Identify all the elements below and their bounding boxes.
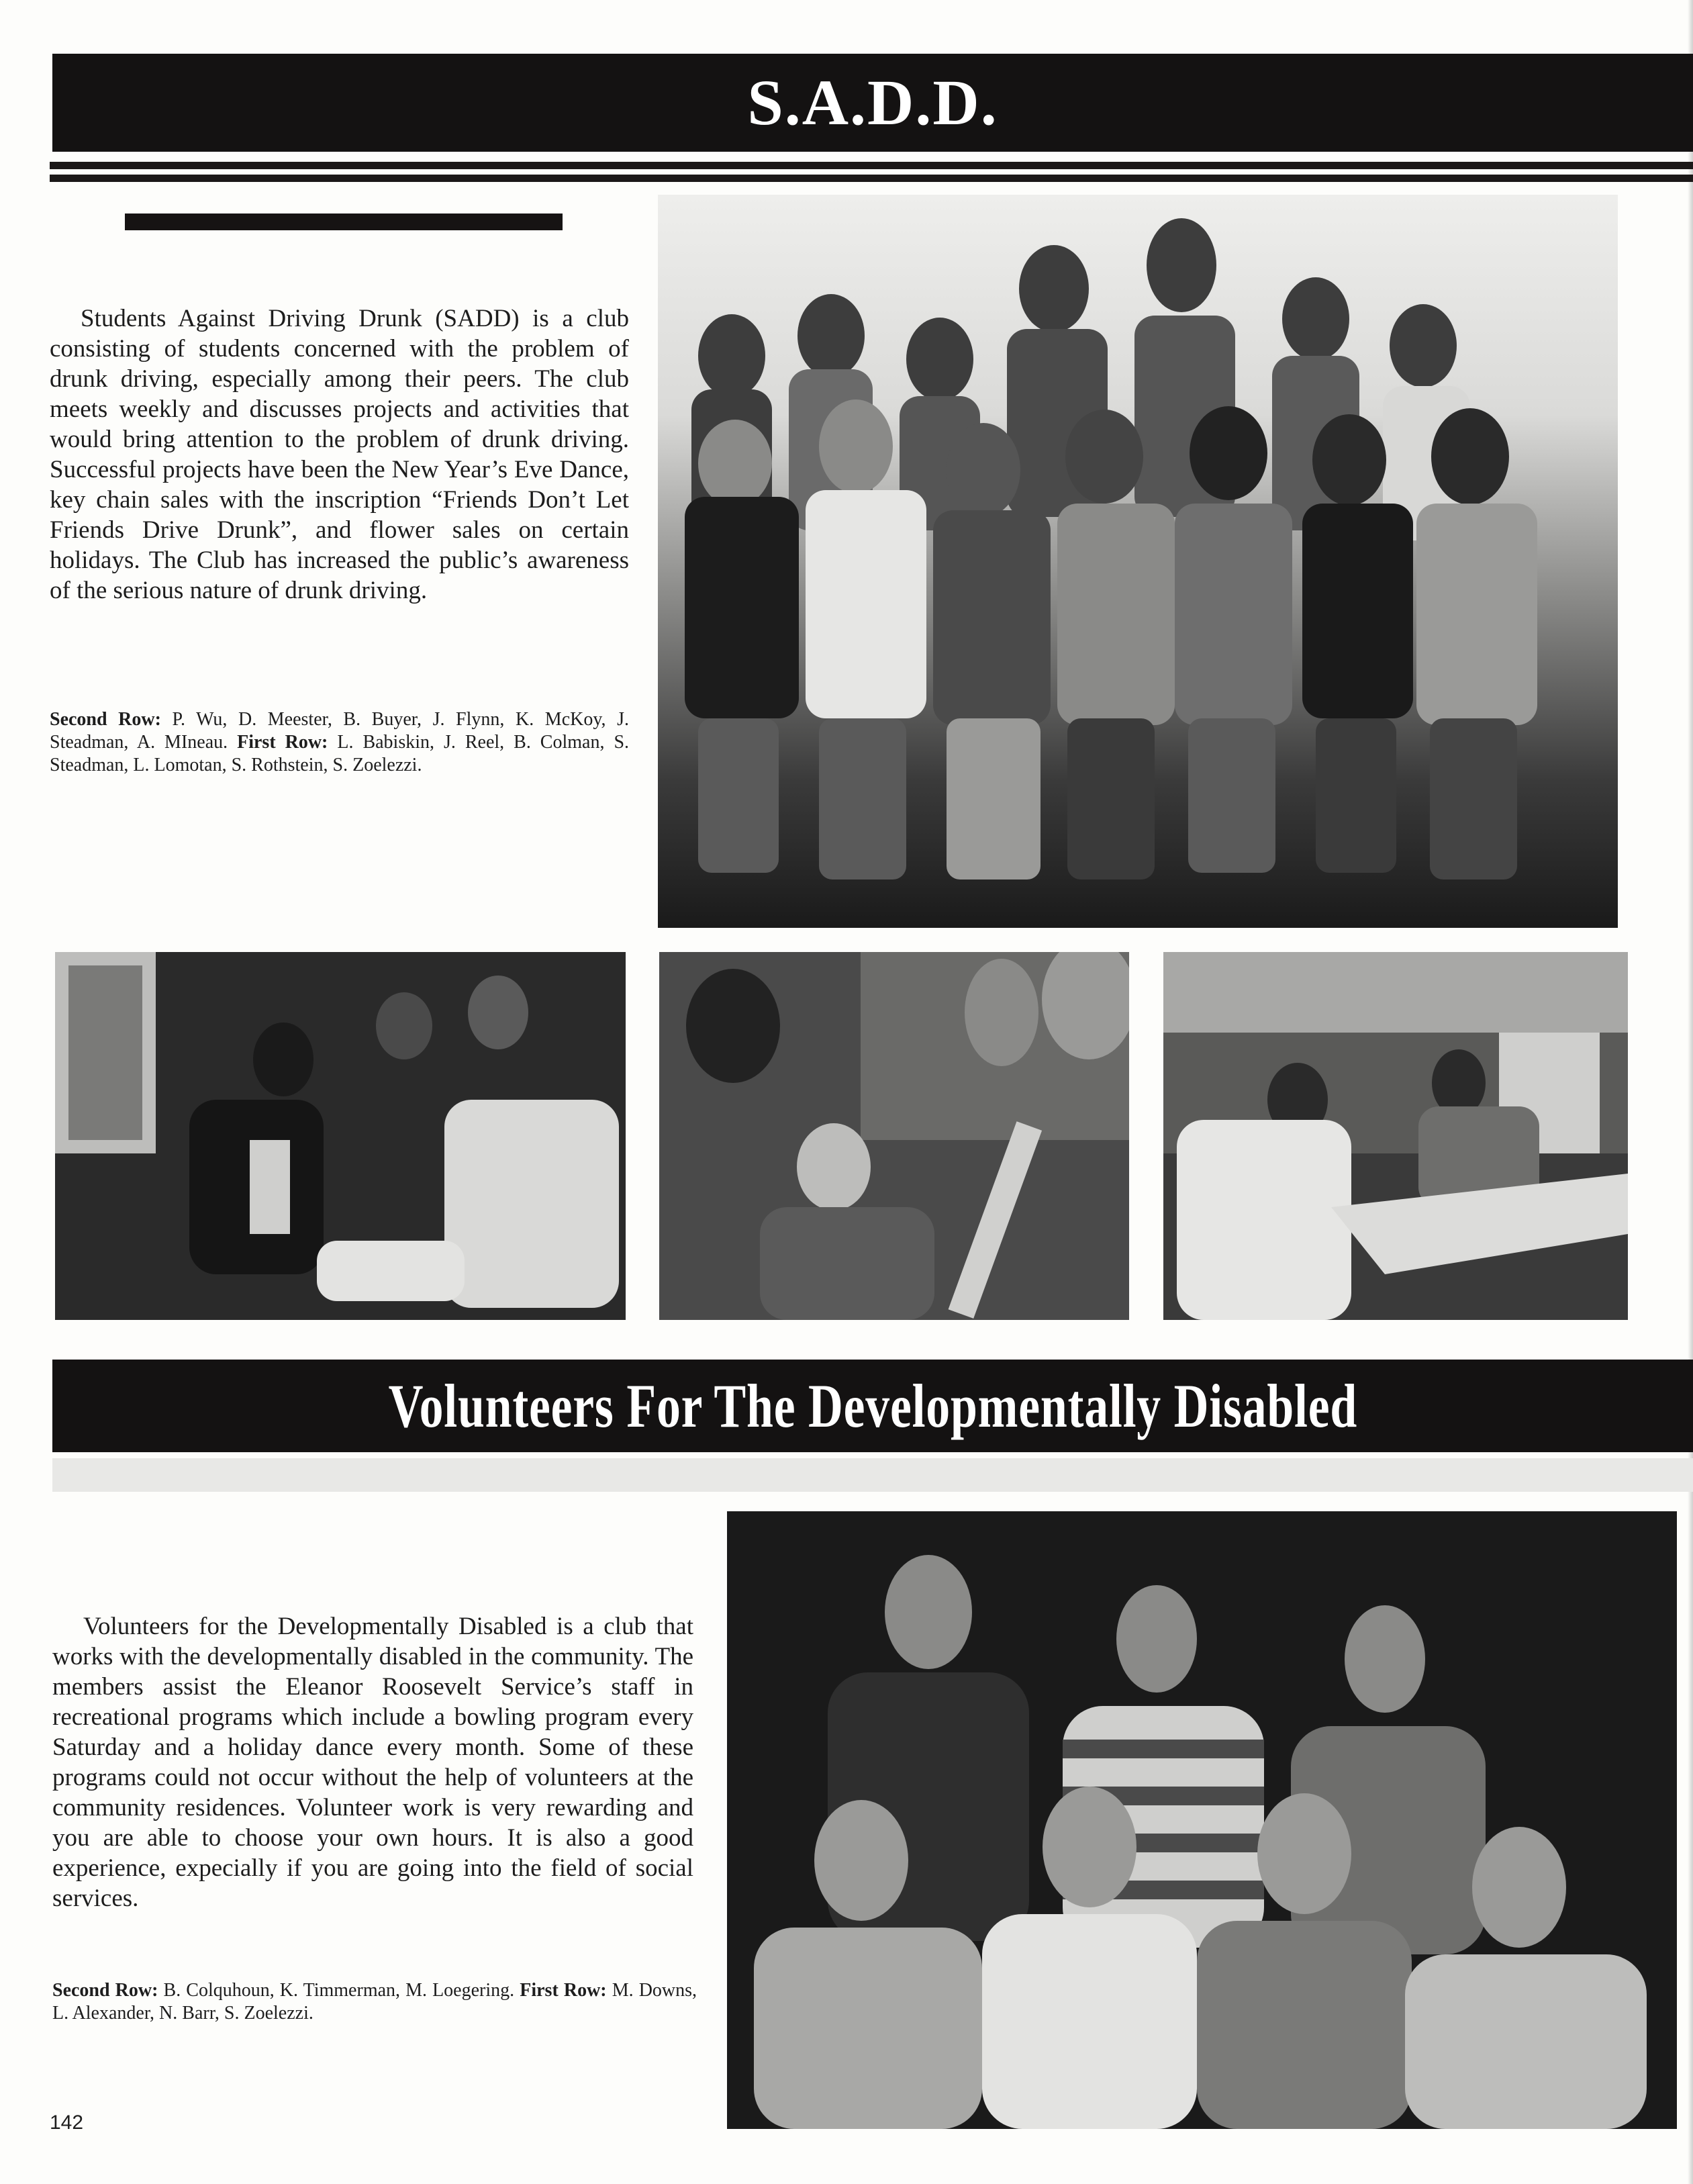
sadd-title: S.A.D.D. — [747, 66, 998, 138]
sadd-caption — [50, 708, 629, 777]
vdd-group-photo — [727, 1511, 1677, 2129]
caption-names: M. Downs, L. Alexander, N. Barr, S. Zoelezzi. — [52, 1980, 697, 2024]
sadd-paragraph: Students Against Driving Drunk (SADD) is a club consisting of students concerned with the problem of drunk driving, especially among their peers. The club meets weekly and discusses projects and activities that would bring attention to the problem of drunk driving. Successful projects have been the New Year’s Eve Dance, key chain sales with the inscription “Friends Don’t Let Friends Drive Drunk”, and flower sales on certain holidays. The Club has increased the public’s awareness of the serious nature of drunk driving. — [50, 305, 629, 604]
caption-label: Second Row: — [50, 709, 161, 730]
vdd-body-text — [52, 1611, 693, 1913]
vdd-title-banner — [52, 1360, 1693, 1452]
vdd-paragraph: Volunteers for the Developmentally Disabled is a club that works with the developmentally disabled in the community. The members assist the Eleanor Roosevelt Service’s staff in recreational programs which include a bowling program every Saturday and a holiday dance every month. Some of these programs could not occur without the help of volunteers at the community residences. Volunteer work is very rewarding and you are able to choose your own hours. It is also a good experience, expecially if you are going into the field of social services. — [52, 1613, 693, 1912]
sadd-title-banner — [52, 54, 1693, 152]
caption-label: Second Row: — [52, 1980, 158, 2001]
banner-rule — [50, 175, 1693, 182]
caption-names: L. Babiskin, J. Reel, B. Colman, S. Steadman, L. Lomotan, S. Rothstein, S. Zoelezzi. — [50, 732, 630, 775]
sadd-balloons-photo — [659, 952, 1129, 1320]
banner-underband — [52, 1458, 1693, 1492]
caption-names: P. Wu, D. Meester, B. Buyer, J. Flynn, K. McKoy, J. Steadman, A. MIneau. — [50, 709, 630, 753]
decorative-bar — [125, 213, 563, 230]
vdd-title: Volunteers For The Developmentally Disabled — [388, 1372, 1357, 1440]
vdd-caption — [52, 1979, 697, 2025]
sadd-group-photo — [658, 195, 1618, 928]
sadd-meeting-photo — [55, 952, 626, 1320]
page-edge — [1688, 0, 1693, 2184]
caption-names: B. Colquhoun, K. Timmerman, M. Loegering. — [163, 1980, 515, 2001]
sadd-body-text — [50, 303, 629, 606]
sadd-tables-photo — [1163, 952, 1628, 1320]
caption-label: First Row: — [237, 732, 328, 753]
page-number: 142 — [50, 2111, 84, 2134]
banner-rule — [50, 162, 1693, 169]
caption-label: First Row: — [520, 1980, 607, 2001]
